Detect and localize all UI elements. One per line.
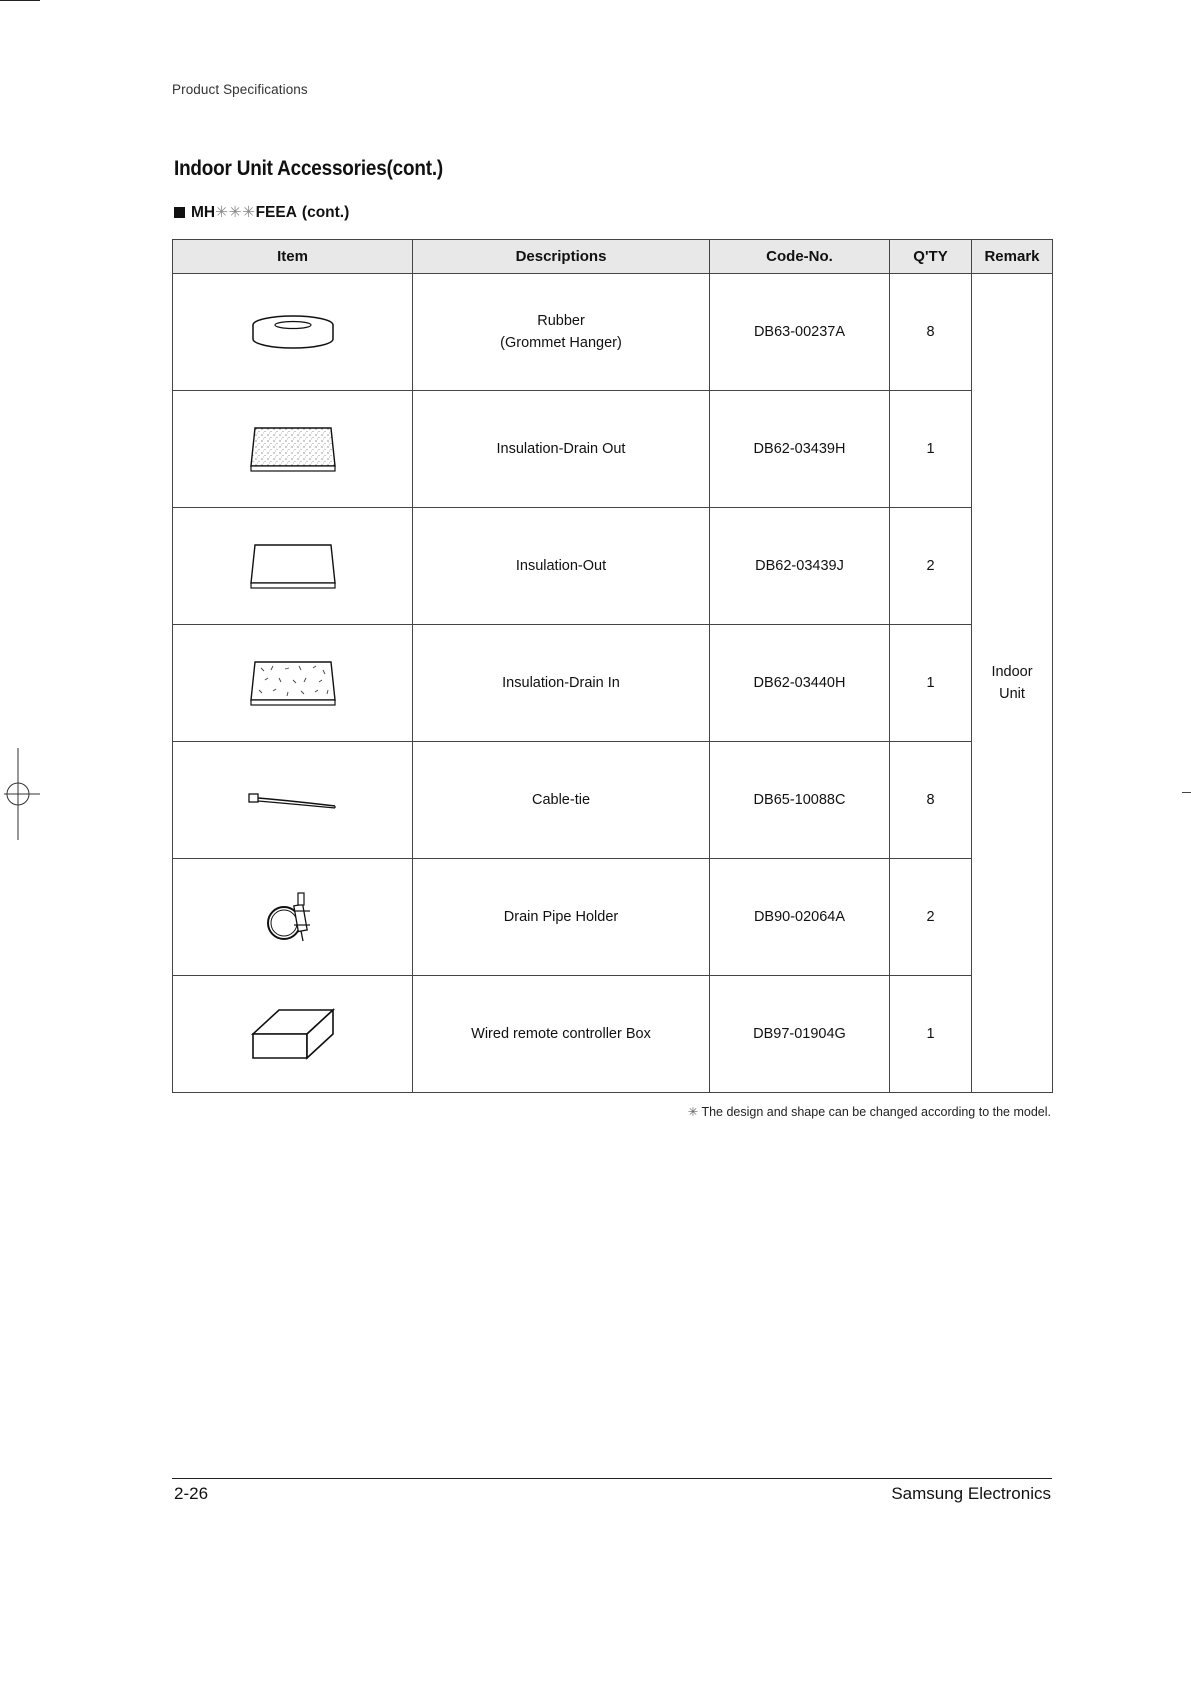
model-wildcard: ✳✳✳ [215,204,256,221]
footer-divider [172,1478,1052,1479]
description-cell: Insulation-Out [413,508,710,625]
model-prefix: MH [191,204,216,221]
qty-cell: 8 [890,742,972,859]
qty-cell: 1 [890,625,972,742]
page-number: 2-26 [174,1484,209,1503]
header-descriptions: Descriptions [413,240,710,274]
code-cell: DB63-00237A [710,274,890,391]
description-cell: Cable-tie [413,742,710,859]
code-cell: DB97-01904G [710,976,890,1093]
table-row [173,976,1053,1093]
rubber-grommet-icon [243,307,343,357]
code-cell: DB62-03440H [710,625,890,742]
item-cell [173,976,413,1093]
registration-mark-icon [4,748,40,840]
header-code-no: Code-No. [710,240,890,274]
qty-cell: 8 [890,274,972,391]
table-row [173,508,1053,625]
model-suffix: FEEA [255,204,297,221]
description-cell: Insulation-Drain In [413,625,710,742]
table-row [173,625,1053,742]
header-remark: Remark [972,240,1053,274]
item-cell [173,742,413,859]
description-cell: Drain Pipe Holder [413,859,710,976]
model-heading [174,203,349,222]
insulation-drain-out-icon [243,422,343,476]
publisher-name: Samsung Electronics [891,1484,1051,1503]
wired-remote-controller-box-icon [243,1004,343,1064]
qty-cell: 2 [890,508,972,625]
code-cell: DB90-02064A [710,859,890,976]
table-row [173,859,1053,976]
insulation-drain-in-icon [243,656,343,710]
footnote-symbol: ✳ [687,1105,699,1119]
crop-mark-top [0,0,40,1]
qty-cell: 2 [890,859,972,976]
item-cell [173,391,413,508]
table-row [173,391,1053,508]
item-cell [173,625,413,742]
item-cell [173,508,413,625]
running-head: Product Specifications [172,82,308,97]
item-cell [173,274,413,391]
table-header-row [173,240,1053,274]
code-cell: DB62-03439H [710,391,890,508]
code-cell: DB62-03439J [710,508,890,625]
qty-cell: 1 [890,976,972,1093]
item-cell [173,859,413,976]
drain-pipe-holder-icon [258,887,328,947]
insulation-out-icon [243,539,343,593]
header-item: Item [173,240,413,274]
footnote-text: The design and shape can be changed according to the model. [701,1105,1051,1119]
accessories-table [172,239,1053,1093]
model-qualifier: (cont.) [301,203,350,221]
section-title: Indoor Unit Accessories(cont.) [174,157,444,180]
table-row [173,274,1053,391]
header-qty: Q'TY [890,240,972,274]
description-cell: Wired remote controller Box [413,976,710,1093]
cable-tie-icon [243,785,343,815]
description-cell: Rubber (Grommet Hanger) [413,274,710,391]
code-cell: DB65-10088C [710,742,890,859]
table-row [173,742,1053,859]
crop-mark-right [1182,792,1191,793]
footnote [620,1104,1051,1119]
square-bullet-icon [174,207,185,218]
qty-cell: 1 [890,391,972,508]
remark-cell: Indoor Unit [972,274,1053,1093]
description-cell: Insulation-Drain Out [413,391,710,508]
